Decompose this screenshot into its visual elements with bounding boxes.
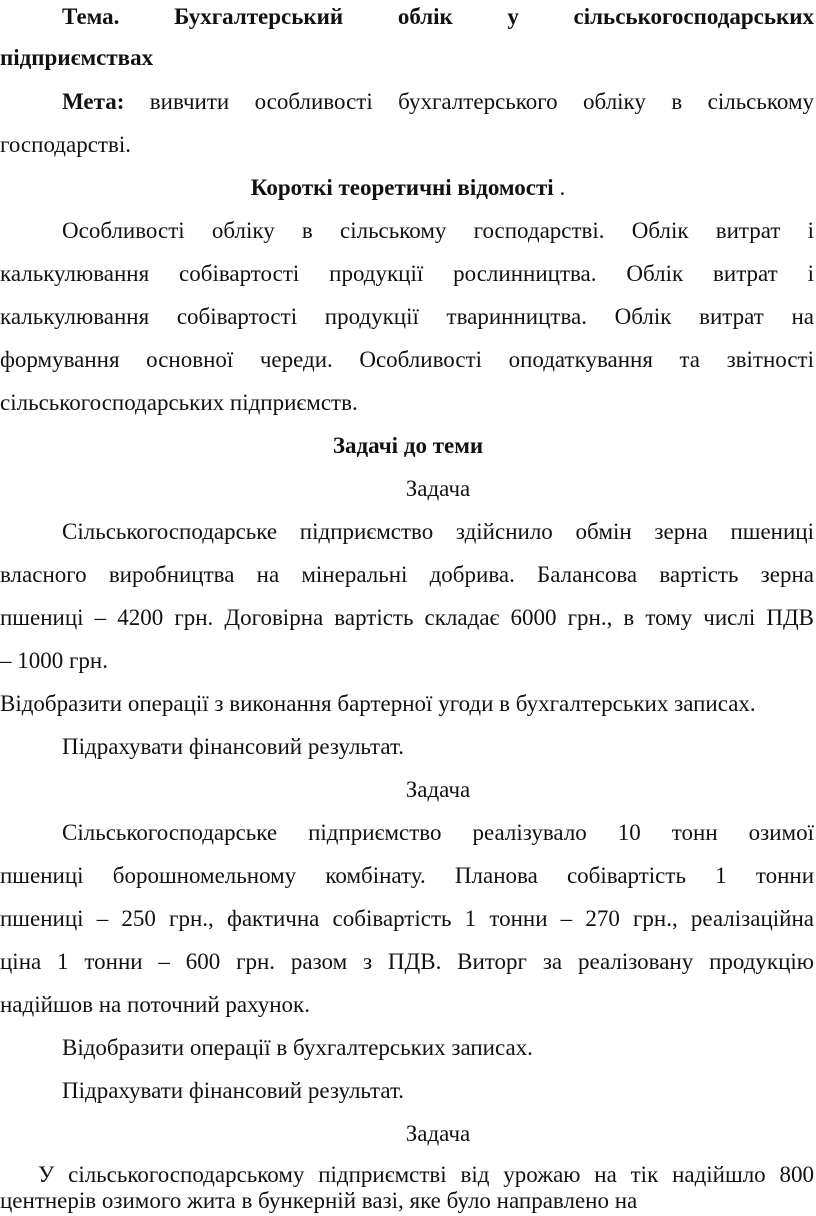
task2-instruction-2: Підрахувати фінансовий результат.	[62, 1078, 405, 1103]
goal-line-2	[0, 130, 816, 160]
task3-line: центнерів озимого жита в бункерній вазі, яке було направлено на	[0, 1188, 638, 1213]
task3-line: У сільськогосподарському підприємстві від урожаю на тік надійшло 800	[38, 1162, 814, 1187]
topic-label: Тема.	[62, 4, 120, 29]
goal-text: вивчити особливості бухгалтерського обліку в сільському	[149, 89, 815, 114]
task2-instruction-1: Відобразити операції в бухгалтерських записах.	[62, 1035, 533, 1060]
task1-line: пшениці – 4200 грн. Договірна вартість складає 6000 грн., в тому числі ПДВ	[0, 605, 814, 630]
task1-instruction-2: Підрахувати фінансовий результат.	[62, 734, 405, 759]
theory-line: калькулювання собівартості продукції тваринництва. Облік витрат на	[0, 304, 814, 329]
topic-line-2	[0, 43, 816, 73]
theory-line: Особливості обліку в сільському господарстві. Облік витрат і	[62, 218, 814, 243]
task1-line: – 1000 грн.	[0, 648, 108, 673]
theory-line: калькулювання собівартості продукції рослинництва. Облік витрат і	[0, 261, 814, 286]
topic-text-cont: підприємствах	[0, 45, 154, 70]
task2-line: ціна 1 тонни – 600 грн. разом з ПДВ. Виторг за реалізовану продукцію	[0, 949, 814, 974]
task1-instruction-1: Відобразити операції з виконання бартерної угоди в бухгалтерських записах.	[0, 691, 756, 716]
task2-title: Задача	[405, 777, 471, 802]
theory-line: сільськогосподарських підприємств.	[0, 390, 358, 415]
topic-line-1	[0, 2, 814, 32]
theory-line: формування основної череди. Особливості оподаткування та звітності	[0, 347, 814, 372]
tasks-heading	[0, 431, 816, 461]
theory-heading	[0, 173, 816, 203]
task2-line: Сільськогосподарське підприємство реалізувало 10 тонн озимої	[62, 820, 814, 845]
theory-heading-text: Короткі теоретичні відомості	[250, 175, 554, 200]
goal-label: Мета:	[62, 89, 125, 114]
goal-line-1	[0, 87, 814, 117]
task1-title: Задача	[405, 476, 471, 501]
topic-text: Бухгалтерський облік у сільськогосподарських	[174, 4, 815, 29]
theory-heading-tail: .	[553, 175, 566, 200]
task2-line: пшениці – 250 грн., фактична собівартість 1 тонни – 270 грн., реалізаційна	[0, 906, 814, 931]
task3-title: Задача	[405, 1121, 471, 1146]
goal-text-cont: господарстві.	[0, 132, 131, 157]
task1-line: Сільськогосподарське підприємство здійснило обмін зерна пшениці	[62, 519, 814, 544]
tasks-heading-text: Задачі до теми	[332, 433, 484, 458]
task2-line: пшениці борошномельному комбінату. Планова собівартість 1 тонни	[0, 863, 814, 888]
task2-line: надійшов на поточний рахунок.	[0, 992, 310, 1017]
task1-line: власного виробництва на мінеральні добрива. Балансова вартість зерна	[0, 562, 814, 587]
